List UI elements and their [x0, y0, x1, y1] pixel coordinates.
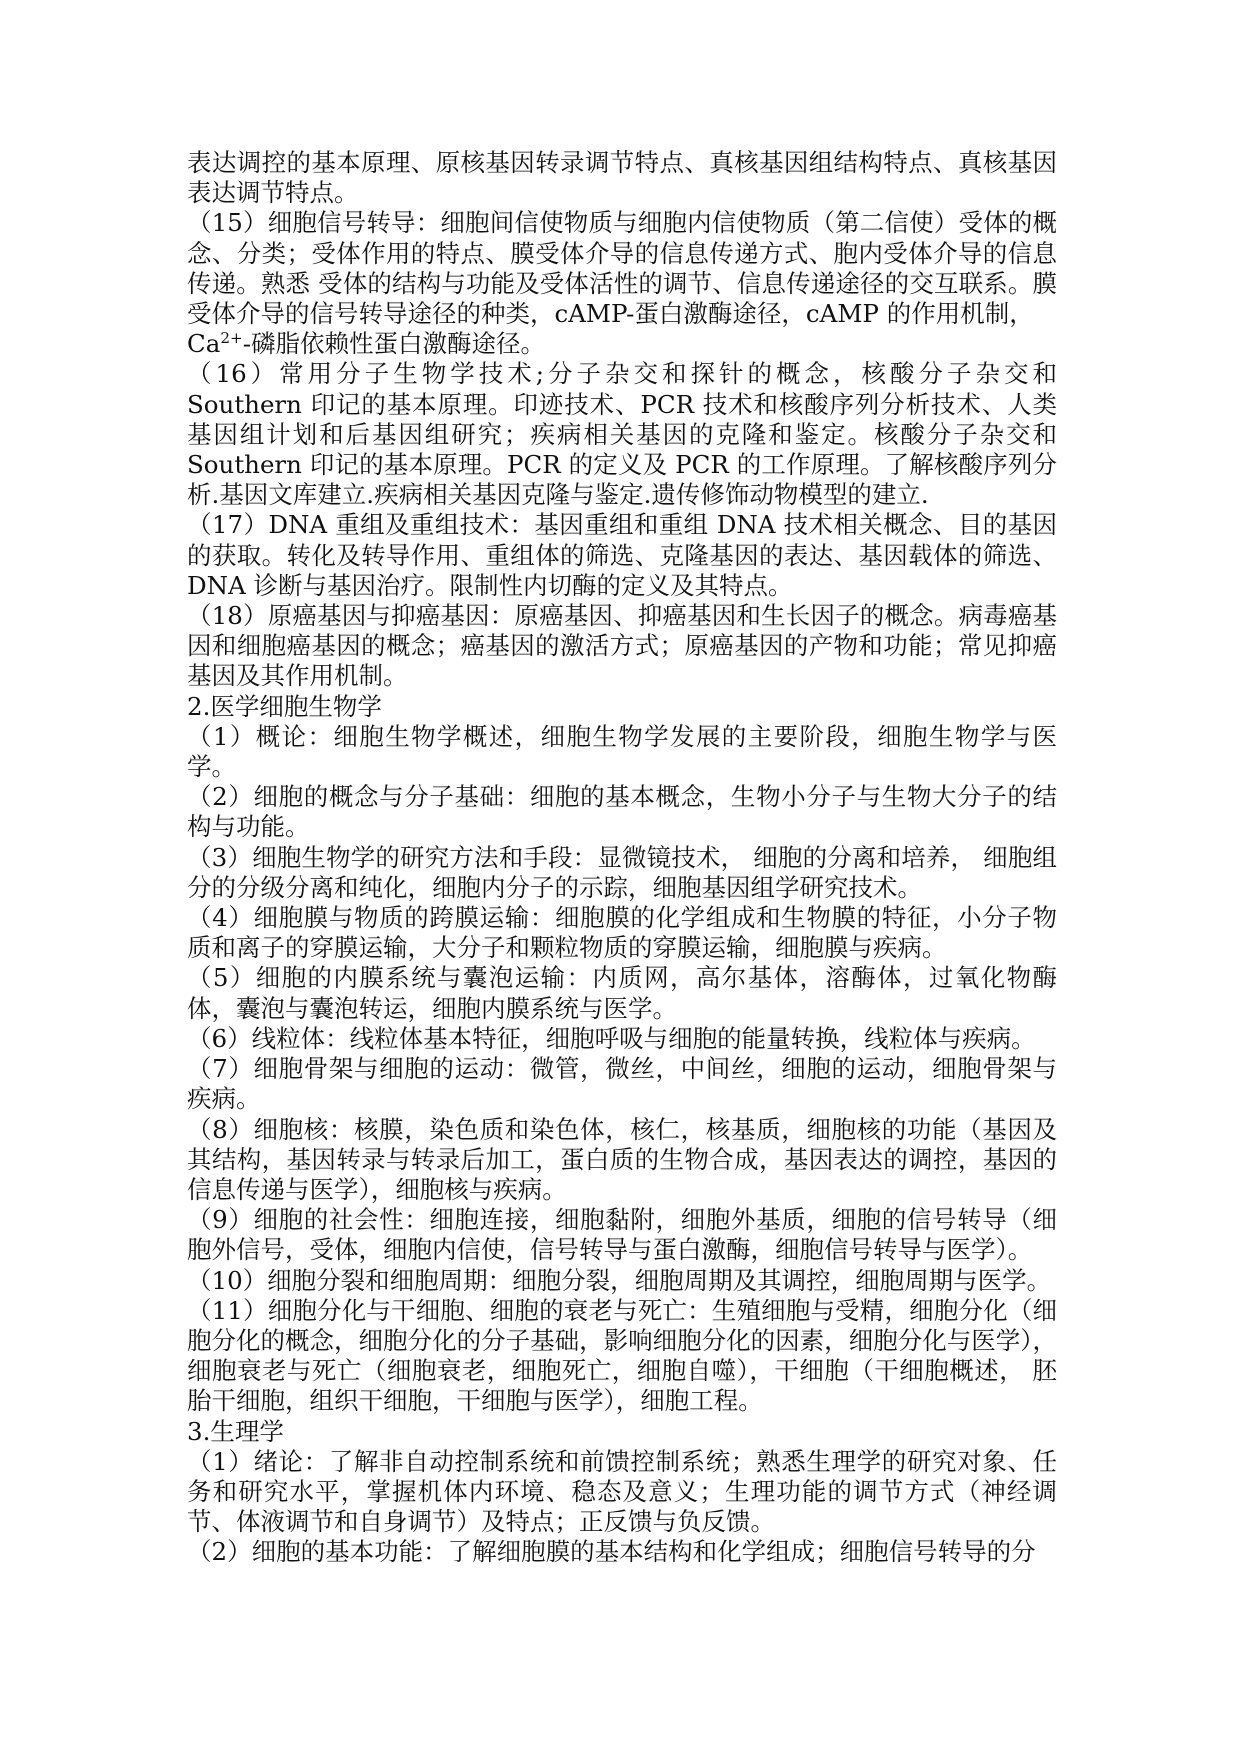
paragraph: （5）细胞的内膜系统与囊泡运输：内质网，高尔基体，溶酶体，过氧化物酶体，囊泡与囊泡转运，细胞内膜系统与医学。: [187, 963, 1057, 1023]
paragraph: （3）细胞生物学的研究方法和手段：显微镜技术， 细胞的分离和培养， 细胞组分的分级分离和纯化，细胞内分子的示踪，细胞基因组学研究技术。: [187, 842, 1057, 902]
paragraph: （4）细胞膜与物质的跨膜运输：细胞膜的化学组成和生物膜的特征，小分子物质和离子的穿膜运输，大分子和颗粒物质的穿膜运输，细胞膜与疾病。: [187, 903, 1057, 963]
calcium-charge: 2+: [220, 329, 243, 348]
paragraph: （7）细胞骨架与细胞的运动：微管，微丝，中间丝，细胞的运动，细胞骨架与疾病。: [187, 1054, 1057, 1114]
paragraph: 表达调控的基本原理、原核基因转录调节特点、真核基因组结构特点、真核基因表达调节特点。: [187, 148, 1057, 208]
paragraph: （9）细胞的社会性：细胞连接，细胞黏附，细胞外基质，细胞的信号转导（细胞外信号，受体，细胞内信使，信号转导与蛋白激酶，细胞信号转导与医学）。: [187, 1205, 1057, 1265]
paragraph: （2）细胞的概念与分子基础：细胞的基本概念，生物小分子与生物大分子的结构与功能。: [187, 782, 1057, 842]
paragraph: （17）DNA 重组及重组技术：基因重组和重组 DNA 技术相关概念、目的基因的获取。转化及转导作用、重组体的筛选、克隆基因的表达、基因载体的筛选、DNA 诊断与基因治疗。限制性内切酶的定义及其特点。: [187, 510, 1057, 600]
paragraph: （10）细胞分裂和细胞周期：细胞分裂，细胞周期及其调控，细胞周期与医学。: [187, 1265, 1052, 1295]
paragraph: （1）概论：细胞生物学概述，细胞生物学发展的主要阶段，细胞生物学与医学。: [187, 721, 1057, 782]
section-heading: 2.医学细胞生物学: [187, 691, 382, 721]
section-heading: 3.生理学: [187, 1416, 284, 1446]
paragraph: （16）常用分子生物学技术;分子杂交和探针的概念，核酸分子杂交和 Southern 印记的基本原理。印迹技术、PCR 技术和核酸序列分析技术、人类基因组计划和后基因组研究；疾病相关基因的克隆和鉴定。核酸分子杂交和 Southern 印记的基本原理。PCR 的定义及 PCR 的工作原理。了解核酸序列分析.基因文库建立.疾病相关基因克隆与鉴定.遗传修饰动物模型的建立.: [187, 359, 1057, 510]
document-page: [187, 148, 1057, 1568]
paragraph: （15）细胞信号转导：细胞间信使物质与细胞内信使物质（第二信使）受体的概念、分类；受体作用的特点、膜受体介导的信息传递方式、胞内受体介导的信息传递。熟悉 受体的结构与功能及受体活性的调节、信息传递途径的交互联系。膜受体介导的信号转导途径的种类，cAMP-蛋白激酶途径，cAMP 的作用机制，: [187, 208, 1057, 329]
paragraph: （2）细胞的基本功能：了解细胞膜的基本结构和化学组成；细胞信号转导的分: [187, 1537, 1036, 1567]
paragraph: （6）线粒体：线粒体基本特征，细胞呼吸与细胞的能量转换，线粒体与疾病。: [187, 1023, 1036, 1053]
paragraph: （18）原癌基因与抑癌基因：原癌基因、抑癌基因和生长因子的概念。病毒癌基因和细胞癌基因的概念；癌基因的激活方式；原癌基因的产物和功能；常见抑癌基因及其作用机制。: [187, 601, 1057, 691]
paragraph-text: -磷脂依赖性蛋白激酶途径。: [242, 329, 546, 359]
paragraph: （8）细胞核：核膜，染色质和染色体，核仁，核基质，细胞核的功能（基因及其结构，基因转录与转录后加工，蛋白质的生物合成，基因表达的调控，基因的信息传递与医学），细胞核与疾病。: [187, 1114, 1057, 1204]
paragraph: [187, 329, 1057, 359]
paragraph: （11）细胞分化与干细胞、细胞的衰老与死亡：生殖细胞与受精，细胞分化（细胞分化的概念，细胞分化的分子基础，影响细胞分化的因素，细胞分化与医学），细胞衰老与死亡（细胞衰老，细胞死亡，细胞自噬），干细胞（干细胞概述， 胚胎干细胞，组织干细胞，干细胞与医学），细胞工程。: [187, 1295, 1057, 1416]
paragraph: （1）绪论：了解非自动控制系统和前馈控制系统；熟悉生理学的研究对象、任务和研究水平，掌握机体内环境、稳态及意义；生理功能的调节方式（神经调节、体液调节和自身调节）及特点；正反馈与负反馈。: [187, 1446, 1057, 1537]
calcium-symbol: Ca: [187, 329, 221, 359]
